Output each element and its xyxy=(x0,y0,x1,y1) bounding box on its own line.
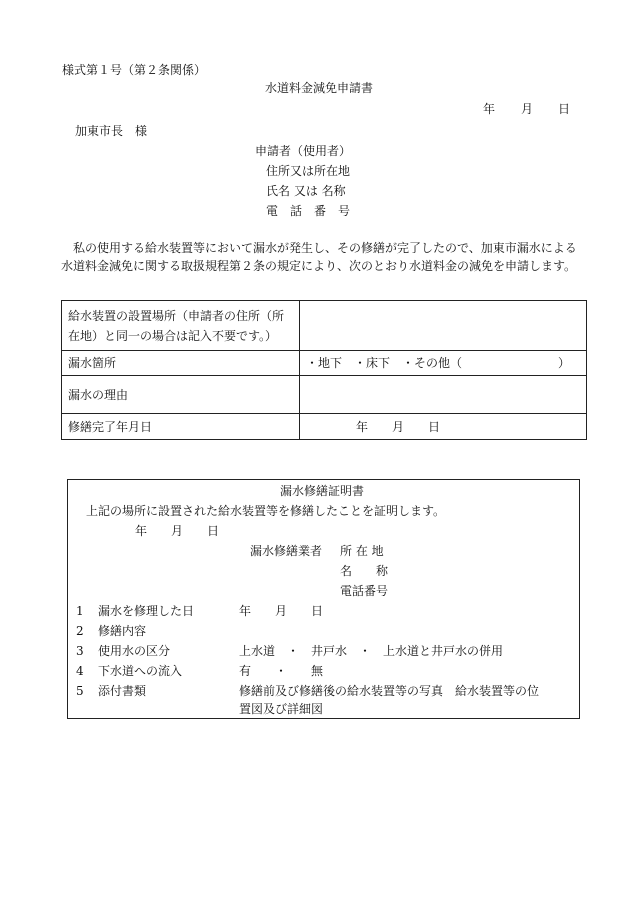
addressee: 加東市長 様 xyxy=(75,124,148,138)
table-row-repair-date xyxy=(62,414,587,440)
certificate-title: 漏水修繕証明書 xyxy=(280,484,365,498)
date-day: 日 xyxy=(558,102,571,116)
form-number: 様式第１号（第２条関係） xyxy=(62,63,207,77)
item-label: 下水道への流入 xyxy=(98,664,183,678)
contractor-address-label: 所 在 地 xyxy=(340,544,384,558)
page-title: 水道料金減免申請書 xyxy=(265,81,374,95)
applicant-phone-label: 電 話 番 号 xyxy=(266,204,351,218)
item-value[interactable]: 上水道 ・ 井戸水 ・ 上水道と井戸水の併用 xyxy=(239,644,504,658)
reason-label: 漏水の理由 xyxy=(62,376,300,414)
certificate-date[interactable]: 年 月 日 xyxy=(135,524,220,538)
body-paragraph: 私の使用する給水装置等において漏水が発生し、その修繕が完了したので、加東市漏水による水道料金減免に関する取扱規程第２条の規定により、次のとおり水道料金の減免を申請します。 xyxy=(61,241,577,273)
location-value-cell[interactable] xyxy=(300,301,587,351)
repair-certificate-box xyxy=(67,479,580,719)
item-number: 1 xyxy=(76,604,84,618)
applicant-name-label: 氏名 又は 名称 xyxy=(266,184,346,198)
application-table xyxy=(61,300,587,440)
item-number: 2 xyxy=(76,624,84,638)
applicant-heading: 申請者（使用者） xyxy=(255,144,352,158)
item-value[interactable]: 年 月 日 xyxy=(239,604,324,618)
item-label: 漏水を修理した日 xyxy=(98,604,195,618)
certificate-statement: 上記の場所に設置された給水装置等を修繕したことを証明します。 xyxy=(86,504,446,518)
reason-value-cell[interactable] xyxy=(300,376,587,414)
item-number: 3 xyxy=(76,644,84,658)
leak-place-label: 漏水箇所 xyxy=(62,351,300,376)
repair-date-value[interactable]: 年 月 日 xyxy=(300,414,587,440)
table-row-leak-place xyxy=(62,351,587,376)
table-row-location xyxy=(62,301,587,351)
item-value-continued: 置図及び詳細図 xyxy=(239,702,324,716)
item-number: 5 xyxy=(76,684,84,698)
contractor-phone-label: 電話番号 xyxy=(340,584,389,598)
contractor-name-label: 名 称 xyxy=(340,564,389,578)
location-label: 給水装置の設置場所（申請者の住所（所在地）と同一の場合は記入不要です。） xyxy=(62,301,300,351)
table-row-reason xyxy=(62,376,587,414)
item-label: 使用水の区分 xyxy=(98,644,171,658)
item-value: 修繕前及び修繕後の給水装置等の写真 給水装置等の位 xyxy=(239,684,540,698)
leak-place-options[interactable]: ・地下 ・床下 ・その他（ ） xyxy=(300,351,587,376)
item-value[interactable]: 有 ・ 無 xyxy=(239,664,324,678)
date-month: 月 xyxy=(521,102,534,116)
contractor-label: 漏水修繕業者 xyxy=(250,544,323,558)
repair-date-label: 修繕完了年月日 xyxy=(62,414,300,440)
item-label: 修繕内容 xyxy=(98,624,147,638)
date-year: 年 xyxy=(483,102,496,116)
item-label: 添付書類 xyxy=(98,684,147,698)
item-number: 4 xyxy=(76,664,84,678)
applicant-address-label: 住所又は所在地 xyxy=(266,164,351,178)
